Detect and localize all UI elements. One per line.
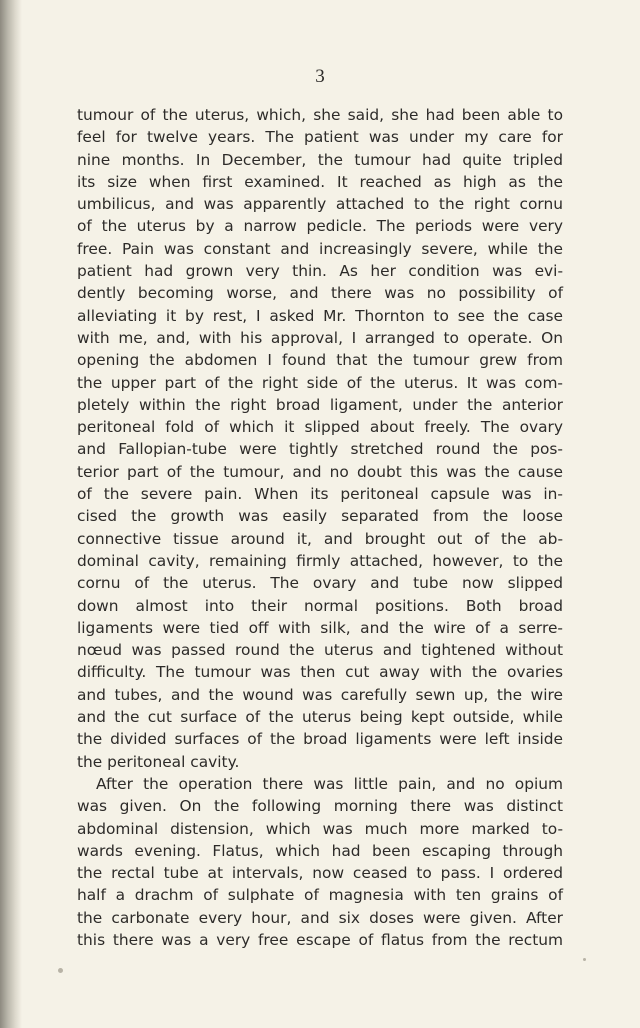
paper-speck: [583, 958, 586, 961]
text-line: and Fallopian-tube were tightly stretched round the pos-: [77, 440, 563, 459]
text-line: difficulty. The tumour was then cut away with the ovaries: [77, 663, 563, 682]
body-text: [77, 104, 563, 951]
text-line: terior part of the tumour, and no doubt this was the cause: [77, 462, 563, 481]
text-line: feel for twelve years. The patient was under my care for: [77, 128, 563, 147]
text-line: wards evening. Flatus, which had been escaping through: [77, 841, 563, 860]
text-line: alleviating it by rest, I asked Mr. Thornton to see the case: [77, 306, 563, 325]
text-line: dominal cavity, remaining firmly attached, however, to the: [77, 551, 563, 570]
text-line: nœud was passed round the uterus and tightened without: [77, 641, 563, 660]
text-line: connective tissue around it, and brought out of the ab-: [77, 529, 563, 548]
text-line: of the severe pain. When its peritoneal capsule was in-: [77, 485, 563, 504]
text-line: the peritoneal cavity.: [77, 752, 240, 771]
text-line: opening the abdomen I found that the tumour grew from: [77, 351, 563, 370]
text-line: cornu of the uterus. The ovary and tube now slipped: [77, 574, 563, 593]
text-line: with me, and, with his approval, I arranged to operate. On: [77, 328, 563, 347]
text-line: and the cut surface of the uterus being kept outside, while: [77, 708, 563, 727]
text-line: free. Pain was constant and increasingly severe, while the: [77, 239, 563, 258]
text-line: and tubes, and the wound was carefully sewn up, the wire: [77, 685, 563, 704]
text-line: this there was a very free escape of flatus from the rectum: [77, 930, 563, 949]
binding-shadow: [0, 0, 22, 1028]
text-line: nine months. In December, the tumour had quite tripled: [77, 150, 563, 169]
text-line: umbilicus, and was apparently attached to the right cornu: [77, 195, 563, 214]
text-line: the divided surfaces of the broad ligaments were left inside: [77, 730, 563, 749]
paper-speck: [58, 968, 63, 973]
text-line: peritoneal fold of which it slipped about freely. The ovary: [77, 418, 563, 437]
text-line: After the operation there was little pain, and no opium: [96, 774, 563, 793]
text-line: the rectal tube at intervals, now ceased to pass. I ordered: [77, 864, 563, 883]
text-line: tumour of the uterus, which, she said, she had been able to: [77, 106, 563, 124]
text-line: ligaments were tied off with silk, and the wire of a serre-: [77, 618, 563, 637]
text-line: down almost into their normal positions. Both broad: [77, 596, 563, 615]
text-line: was given. On the following morning there was distinct: [77, 797, 563, 816]
text-line: the carbonate every hour, and six doses were given. After: [77, 908, 563, 927]
text-line: of the uterus by a narrow pedicle. The periods were very: [77, 217, 563, 236]
text-line: abdominal distension, which was much more marked to-: [77, 819, 563, 838]
text-line: its size when first examined. It reached as high as the: [77, 172, 563, 191]
page-number: 3: [315, 66, 325, 87]
text-line: cised the growth was easily separated from the loose: [77, 507, 563, 526]
text-line: dently becoming worse, and there was no possibility of: [77, 284, 563, 303]
text-line: half a drachm of sulphate of magnesia with ten grains of: [77, 886, 563, 905]
text-line: patient had grown very thin. As her condition was evi-: [77, 262, 563, 281]
text-line: pletely within the right broad ligament, under the anterior: [77, 395, 563, 414]
text-line: the upper part of the right side of the uterus. It was com-: [77, 373, 563, 392]
